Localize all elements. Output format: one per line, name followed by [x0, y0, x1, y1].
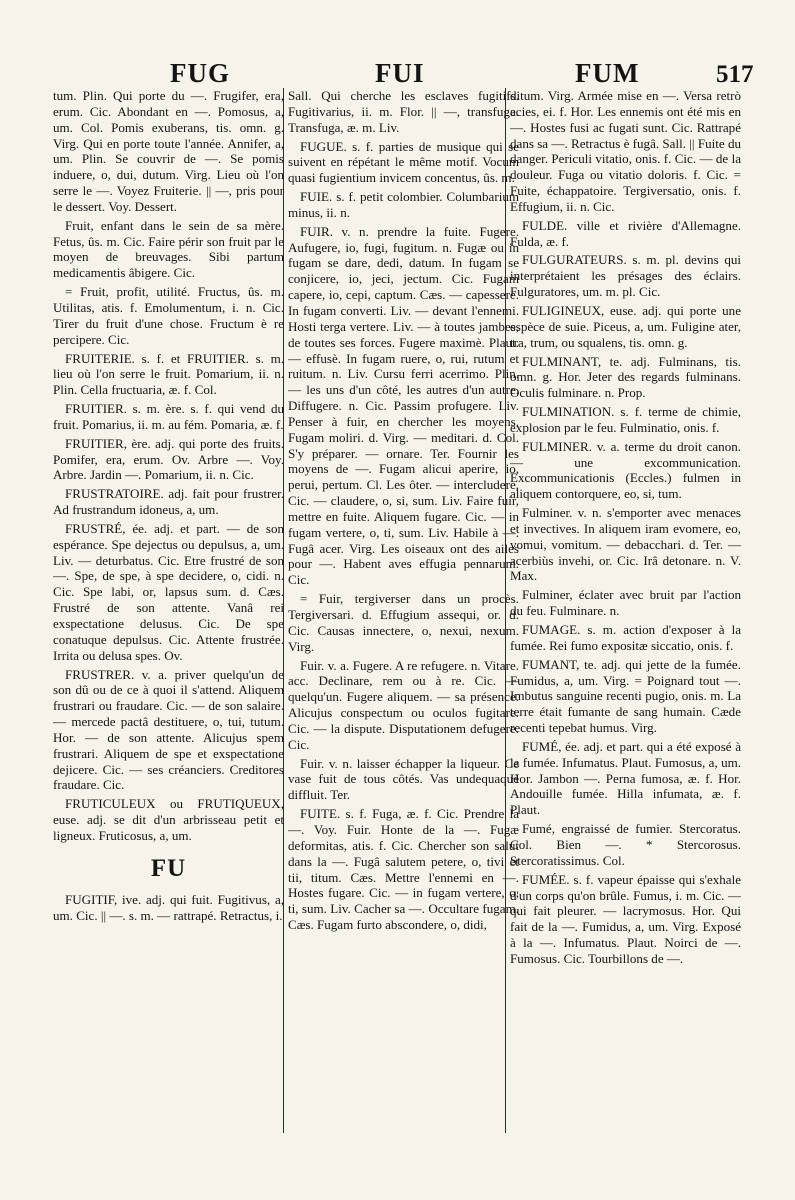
dictionary-entry: = Fuir, tergiverser dans un procès. Tergiversari. d. Effugium assequi, or. d. Cic. Causas innectere, o, nexui, nexum. Virg.: [288, 591, 519, 654]
dictionary-entry: FUMAGE. s. m. action d'exposer à la fumée. Rei fumo expositæ siccatio, onis. f.: [510, 622, 741, 653]
dictionary-entry: FRUSTRER. v. a. priver quelqu'un de son dû ou de ce à quoi il s'attend. Aliquem frustrari ou fraudare. Cic. — de son salaire. — mercede pactâ destituere, o, tui, tutum. Hor. — de son attente. Alicujus spem frustrari. Aliquem de spe et exspectatione dejicere. Cic. — ses créanciers. Creditores fraudare. Cic.: [53, 666, 284, 793]
dictionary-entry: FULMINANT, te. adj. Fulminans, tis. omn. g. Hor. Jeter des regards fulminans. Oculis fulminare. n. Prop.: [510, 353, 741, 401]
dictionary-entry: Fruit, enfant dans le sein de sa mère. Fetus, ûs. m. Cic. Faire périr son fruit par le moyen de breuvages. Sibi partum medicamentis âbigere. Cic.: [53, 217, 284, 281]
dictionary-entry: Fulminer. v. n. s'emporter avec menaces et invectives. In aliquem iram evomere, eo, vomui, vomitum. — debacchari. d. Ter. — acerbiùs invehi, or. Cic. Irâ detonare. n. V. Max.: [510, 505, 741, 584]
column-3: [510, 88, 741, 1133]
dictionary-entry: FUMANT, te. adj. qui jette de la fumée. Fumidus, a, um. Virg. = Poignard tout —. Imbutus sanguine recenti pugio, onis. m. La terre était fumante de sang humain. Cæde recenti tepebat humus. Virg.: [510, 656, 741, 736]
dictionary-entry: FRUSTRÉ, ée. adj. et part. — de son espérance. Spe dejectus ou depulsus, a, um. Liv. — deturbatus. Cic. Etre frustré de son —. Spe, de spe, à spe decidere, o, cidi. n. Cic. Spe labi, or, lapsus sum. d. Cæs. Frustré de son attente. Vanâ rei exspectatione delusus. Cic. De spe conatuque depulsus. Cic. Attente frustrée. Irrita ou delusa spes. Ov.: [53, 520, 284, 663]
dictionary-entry: FRUSTRATOIRE. adj. fait pour frustrer. Ad frustrandum idoneus, a, um.: [53, 486, 284, 518]
dictionary-entry: FULGURATEURS. s. m. pl. devins qui interprétaient les présages des éclairs. Fulguratores, um. m. pl. Cic.: [510, 252, 741, 300]
dictionary-entry: FULMINATION. s. f. terme de chimie, explosion par le feu. Fulminatio, onis. f.: [510, 404, 741, 435]
dictionary-entry: = Fruit, profit, utilité. Fructus, ûs. m. Utilitas, atis. f. Emolumentum, i. n. Cic. Tirer du fruit d'une chose. Fructum è re percipere. Cic.: [53, 284, 284, 347]
running-head-left: FUG: [170, 58, 230, 88]
column-1: [53, 88, 284, 1133]
column-2: [288, 88, 519, 1133]
dictionary-entry: Fulminer, éclater avec bruit par l'action du feu. Fulminare. n.: [510, 587, 741, 619]
running-head-right: FUM: [575, 58, 640, 88]
dictionary-entry: FUMÉE. s. f. vapeur épaisse qui s'exhale d'un corps qu'on brûle. Fumus, i. m. Cic. — qui fait pleurer. — lacrymosus. Hor. Qui fait de la —. Fumidus, a, um. Virg. Exposé à la —. Infumatus. Plaut. Noirci de —. Fumosus. Cic. Tourbillons de —.: [510, 871, 741, 966]
dictionary-entry: FUIE. s. f. petit colombier. Columbarium minus, ii. n.: [288, 189, 519, 220]
dictionary-entry: FRUTICULEUX ou FRUTIQUEUX, euse. adj. se dit d'un arbrisseau petit et ligneux. Fruticosus, a, um.: [53, 796, 284, 843]
dictionary-entry: Fumé, engraissé de fumier. Stercoratus. Col. Bien —. * Stercorosus. Stercoratissimus. Col.: [510, 821, 741, 868]
dictionary-entry: FUIR. v. n. prendre la fuite. Fugere. Aufugere, io, fugi, fugitum. n. Fugæ ou in fugam se dare, dedi, datum. In fugam se conjicere, io, jeci, jectum. Cic. Fugam capere, io, cepi, captum. Cæs. — capessere. In fugam converti. Liv. — devant l'ennemi. Hosti terga vertere. Liv. — à toutes jambes, de toutes ses forces. Fugere maximè. Plaut. — effusè. In fugam ruere, o, rui, rutum et ruitum. n. Liv. Cursu ferri acerrimo. Plin. — les uns d'un côté, les autres d'un autre. Diffugere. n. Cic. Passim profugere. Liv. Penser à fuir, en chercher les moyens. Fugam moliri. d. Virg. — meditari. d. Col. S'y préparer. — ornare. Ter. Fournir les moyens de —. Fugam alicui aperire, io, perui, pertum. Cl. Les ôter. — intercludere, Cic. — claudere, o, si, sum. Liv. Faire fuir, mettre en fuite. Aliquem fugare. Cic. — in fugam vertere, o, ti, sum. Liv. Habile à —. Fugâ acer. Virg. Les oiseaux ont des ailes pour —. Habent aves effugia pennarum. Cic.: [288, 223, 519, 588]
dictionary-entry: Sall. Qui cherche les esclaves fugitifs. Fugitivarius, ii. m. Flor. || —, transfuge. Transfuga, æ. m. Liv.: [288, 88, 519, 135]
section-letter-heading: FU: [150, 854, 187, 882]
running-head-center: FUI: [375, 58, 425, 88]
dictionary-entry: FULMINER. v. a. terme du droit canon. — une excommunication. Excommunicationis (Eccles.) fulmen in aliquem contorquere, eo, si, tum.: [510, 438, 741, 502]
dictionary-entry: tum. Plin. Qui porte du —. Frugifer, era, erum. Cic. Abondant en —. Pomosus, a, um. Col. Pomis exuberans, tis. omn. g. Virg. Qui en porte toute l'année. Annifer, a, um. Plin. Se couvrir de —. Se pomis induere, o, dui, dutum. Virg. Lieu où l'on serre le —. Voyez Fruiterie. || —, pris pour le dessert. Voy. Dessert.: [53, 88, 284, 214]
dictionary-entry: FUGITIF, ive. adj. qui fuit. Fugitivus, a, um. Cic. || —. s. m. — rattrapé. Retractus, i.: [53, 891, 284, 923]
dictionary-entry: Fuir. v. n. laisser échapper la liqueur. Ce vase fuit de tous côtés. Vas undequaquè diffluit. Ter.: [288, 755, 519, 803]
dictionary-entry: FULIGINEUX, euse. adj. qui porte une espèce de suie. Piceus, a, um. Fuligine ater, tra, trum, ou squalens, tis. omn. g.: [510, 302, 741, 350]
page-number: 517: [716, 61, 754, 88]
dictionary-entry: FRUITERIE. s. f. et FRUITIER. s. m. lieu où l'on serre le fruit. Pomarium, ii. n. Plin. Cella fructuaria, æ. f. Col.: [53, 350, 284, 398]
dictionary-entry: ditum. Virg. Armée mise en —. Versa retrò acies, ei. f. Hor. Les ennemis ont été mis en —. Hostes fusi ac fugati sunt. Cic. Rattrapé dans sa —. Retractus è fugâ. Sall. || Fuite du danger. Periculi vitatio, onis. f. Cic. — de la douleur. Fuga ou vitatio doloris. f. Cic. = Fuite, échappatoire. Tergiversatio, onis. f. Effugium, ii. n. Cic.: [510, 88, 741, 214]
dictionary-entry: FRUITIER. s. m. ère. s. f. qui vend du fruit. Pomarius, ii. m. au fém. Pomaria, æ. f.: [53, 401, 284, 432]
dictionary-entry: FUGUE. s. f. parties de musique qui se suivent en répétant le même motif. Vocum quasi fugientium invicem concentus, ûs. m.: [288, 138, 519, 186]
dictionary-entry: FULDE. ville et rivière d'Allemagne. Fulda, æ. f.: [510, 217, 741, 249]
dictionary-entry: Fuir. v. a. Fugere. A re refugere. n. Vitare. acc. Declinare, rem ou à re. Cic. — quelqu'un. Fugere aliquem. — sa présence. Alicujus conspectum ou oculos fugitare. Cic. — la dispute. Disputationem defugere. Cic.: [288, 657, 519, 752]
dictionary-entry: FUMÉ, ée. adj. et part. qui a été exposé à la fumée. Infumatus. Plaut. Fumosus, a, um. Hor. Jambon —. Perna fumosa, æ. f. Hor. Andouille fumée. Hilla infumata, æ. f. Plaut.: [510, 738, 741, 818]
dictionary-entry: FRUITIER, ère. adj. qui porte des fruits. Pomifer, era, erum. Ov. Arbre —. Voy. Arbre. Jardin —. Pomarium, ii. n. Cic.: [53, 435, 284, 483]
dictionary-entry: FUITE. s. f. Fuga, æ. f. Cic. Prendre la —. Voy. Fuir. Honte de la —. Fugæ deformitas, atis. f. Cic. Chercher son salut dans la —. Fugâ salutem petere, o, tivi et tii, titum. Cæs. Mettre l'ennemi en —. Hostes fugare. Cic. — in fugam vertere, o, ti, sum. Liv. Cacher sa —. Occultare fugam. Cæs. Fugam furto abscondere, o, didi,: [288, 806, 519, 933]
